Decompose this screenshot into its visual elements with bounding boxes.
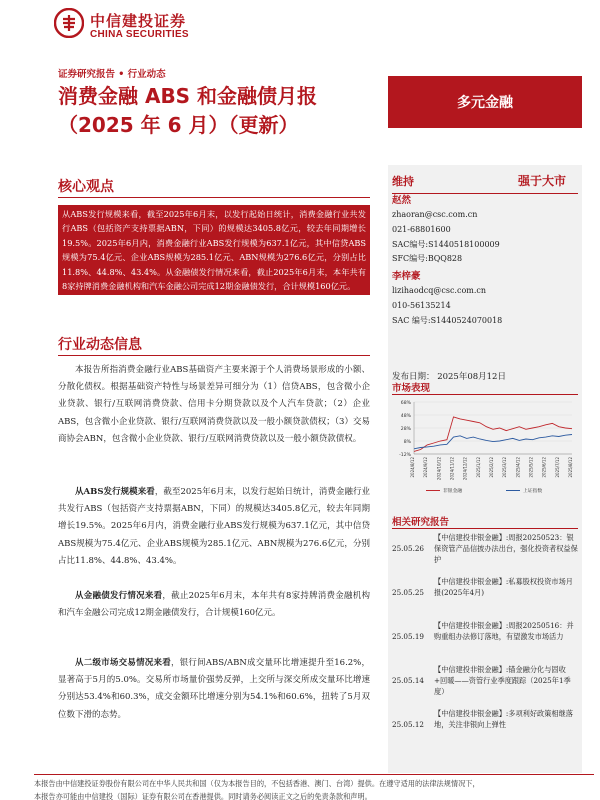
related-report-item[interactable]	[392, 532, 578, 576]
logo-chinese-name: 中信建投证券	[90, 12, 187, 30]
analyst-phone: 021-68801600	[392, 224, 451, 234]
chart-x-tick-label: 2024/12/12	[462, 457, 468, 481]
market-performance-heading: 市场表现	[392, 383, 431, 394]
publish-date: 发布日期： 2025年08月12日	[392, 372, 506, 382]
chart-x-tick-label: 2025/8/12	[568, 457, 573, 478]
related-report-title[interactable]: 【中信建投非银金融】:周报20250516：并购重组办法修订落地，有望激发市场活力	[434, 621, 574, 641]
industry-heading-rule	[58, 355, 370, 356]
disclaimer-line1: 本报告由中信建投证券股份有限公司在中华人民共和国（仅为本报告目的，不包括香港、澳门、台湾）提供。在遵守适用的法律法规情况下，	[34, 779, 480, 788]
chart-x-tick-label: 2024/8/12	[410, 457, 415, 478]
related-report-date: 25.05.12	[392, 720, 425, 729]
related-heading-rule	[392, 528, 578, 529]
paragraph-financial-bonds-lead: 从金融债发行情况来看	[75, 591, 163, 601]
related-report-title[interactable]: 【中信建投非银金融】:锚金融分化与固收+回暖——资管行业季度跟踪（2025年1季度）	[434, 665, 571, 696]
industry-dynamics-heading: 行业动态信息	[58, 337, 142, 353]
paragraph-financial-bonds-body: ，截止2025年6月末，本年共有8家持牌消费金融机构和汽车金融公司完成12期金融债发行，合计规模160亿元。	[58, 591, 370, 619]
analyst-name: 李梓豪	[392, 271, 421, 282]
related-reports-list	[392, 532, 578, 752]
chart-y-tick-label: 48%	[400, 414, 411, 419]
chart-series-line-0	[414, 417, 572, 452]
related-report-title[interactable]: 【中信建投非银金融】:多项利好政策相继落地，关注非银向上弹性	[434, 709, 573, 729]
report-type: 证券研究报告 • 行业动态	[58, 69, 166, 80]
related-report-title[interactable]: 【中信建投非银金融】:私募股权投资市场月报(2025年4月)	[434, 577, 573, 597]
core-viewpoint-heading: 核心观点	[58, 179, 114, 195]
industry-category-badge: 多元金融	[388, 76, 582, 128]
paragraph-secondary-market	[58, 655, 370, 724]
company-logo	[54, 8, 224, 46]
market-performance-chart	[390, 396, 580, 500]
paragraph-abs-issuance-body: ，截至2025年6月末，以发行起始日统计，消费金融行业共发行ABS（包括资产支持票据ABN，下同）的规模达3405.8亿元，较去年同期增长19.5%。2025年6月内，消费金融行业ABS发行规模为637.1亿元，其中信贷ABS规模为75.4亿元、企业ABS规模为285.1亿元、ABN规模为276.6亿元，分别占比11.8%、44.8%、43.4%。	[58, 487, 371, 566]
core-summary: 从ABS发行规模来看，截至2025年6月末，以发行起始日统计，消费金融行业共发行ABS（包括资产支持票据ABN，下同）的规模达3405.8亿元，较去年同期增长19.5%。2025年6月内，消费金融行业ABS发行规模为637.1亿元，其中信贷ABS规模为75.4亿元、企业ABS规模为285.1亿元、ABN规模为276.6亿元，分别占比11.8%、44.8%、43.4%。从金融债发行情况来看，截止2025年6月末，本年共有8家持牌消费金融机构和汽车金融公司完成12期金融债发行，合计规模160亿元。	[58, 205, 370, 295]
market-heading-rule	[392, 394, 578, 395]
chart-x-tick-label: 2024/11/12	[449, 457, 455, 481]
related-reports-heading: 相关研究报告	[392, 517, 450, 528]
chart-legend-label: 非银金融	[443, 489, 463, 494]
analyst-phone: 010-56135214	[392, 300, 451, 310]
disclaimer-line2: 本报告亦可能由中信建投（国际）证券有限公司在香港提供。同时请务必阅读正文之后的免责条款和声明。	[34, 792, 372, 800]
chart-y-tick-label: 8%	[403, 440, 411, 445]
analyst-card-1	[392, 194, 578, 267]
company-logo-icon	[54, 8, 84, 38]
related-report-item[interactable]	[392, 576, 578, 620]
rating-row	[388, 170, 582, 192]
analyst-email[interactable]: zhaoran@csc.com.cn	[392, 210, 478, 219]
report-title-line2: （2025 年 6 月）（更新）	[58, 113, 299, 137]
paragraph-asset-types: 本报告所指消费金融行业ABS基础资产主要来源于个人消费场景形成的小额、分散化债权。根据基础资产特性与场景差异可细分为（1）信贷ABS，包含微小企业贷款、银行/互联网消费贷款、信用卡分期贷款以及个人汽车贷款；（2）企业ABS，包含微小企业贷款、银行/互联网消费贷款以及一般小额贷款债权；（3）交易商协会ABN，包含微小企业贷款、银行/互联网消费贷款以及一般小额贷款债权。	[58, 365, 370, 444]
related-report-date: 25.05.26	[392, 544, 425, 553]
chart-x-tick-label: 2025/7/12	[554, 457, 560, 478]
chart-x-tick-label: 2025/4/12	[515, 457, 521, 478]
related-report-item[interactable]	[392, 620, 578, 664]
logo-english-name: CHINA SECURITIES	[90, 29, 189, 40]
chart-x-tick-label: 2025/5/12	[528, 457, 534, 478]
report-title	[58, 82, 378, 140]
rating-value: 强于大市	[517, 174, 566, 188]
related-report-title[interactable]: 【中信建投非银金融】:周报20250523：银保资管产品信披办法出台，强化投资者权益保护	[434, 533, 578, 564]
related-report-date: 25.05.19	[392, 632, 425, 641]
analyst-email[interactable]: lizihaodcq@csc.com.cn	[392, 286, 487, 295]
paragraph-abs-issuance	[58, 484, 370, 570]
paragraph-secondary-market-lead: 从二级市场交易情况来看	[75, 658, 171, 668]
related-report-date: 25.05.25	[392, 588, 425, 597]
analyst-sac-number: SAC编号:S1440518100009	[392, 239, 500, 249]
chart-x-tick-label: 2025/2/12	[489, 457, 494, 478]
related-report-item[interactable]	[392, 664, 578, 708]
disclaimer-footer	[34, 774, 594, 800]
related-report-date: 25.05.14	[392, 676, 425, 685]
analyst-sac-number: SAC 编号:S1440524070018	[392, 315, 503, 325]
chart-x-tick-label: 2025/1/12	[475, 457, 481, 478]
analyst-card-2	[392, 270, 578, 328]
paragraph-abs-issuance-lead: 从ABS发行规模来看	[75, 487, 155, 497]
chart-x-tick-label: 2025/6/12	[541, 457, 547, 478]
report-title-line1: 消费金融 ABS 和金融债月报	[58, 84, 318, 108]
analyst-sfc-number: SFC编号:BQQ828	[392, 254, 463, 264]
analyst-name: 赵然	[392, 195, 412, 206]
paragraph-financial-bonds	[58, 588, 370, 622]
chart-x-tick-label: 2024/9/12	[423, 457, 429, 478]
chart-x-tick-label: 2024/10/12	[436, 457, 442, 481]
chart-y-tick-label: 68%	[400, 401, 411, 406]
chart-y-tick-label: -12%	[399, 453, 411, 458]
rating-label: 维持	[392, 175, 414, 188]
paragraph-secondary-market-body: ，银行间ABS/ABN成交量环比增速提升至16.2%，显著高于5月的5.0%。交易所市场量价强势反弹，上交所与深交所成交量环比增速分别达53.4%和60.3%，成交金额环比增速分别为54.1%和60.6%，扭转了5月双位数下滑的态势。	[58, 658, 370, 720]
chart-legend-label: 上证指数	[523, 489, 543, 494]
related-report-item[interactable]	[392, 708, 578, 752]
chart-y-tick-label: 28%	[400, 427, 411, 432]
core-heading-rule	[58, 197, 370, 198]
chart-x-tick-label: 2025/3/12	[502, 457, 508, 478]
